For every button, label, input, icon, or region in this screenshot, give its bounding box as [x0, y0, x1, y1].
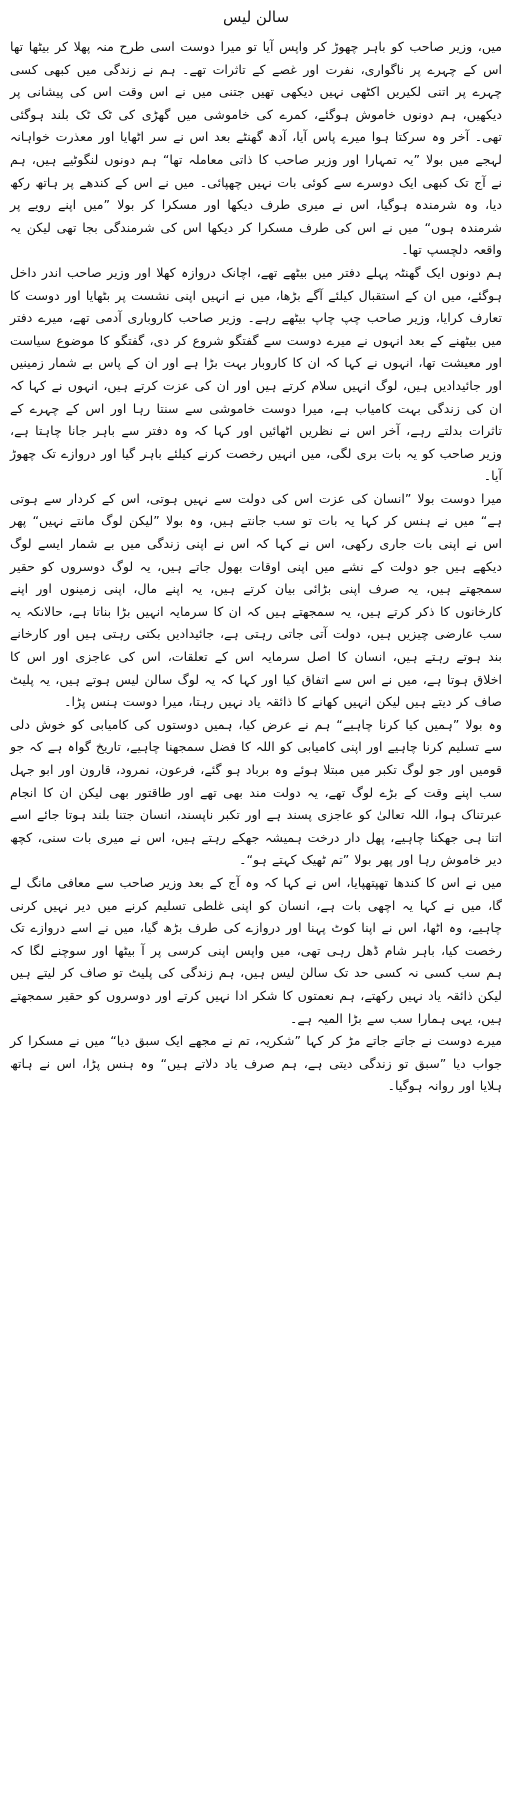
paragraph: وہ بولا ”ہمیں کیا کرنا چاہیے“ ہم نے عرض کیا، ہمیں دوستوں کی کامیابی کو خوش دلی سے تسلیم کرنا چاہیے اور اپنی کامیابی کو اللہ کا فضل سمجھنا چاہیے، تاریخ گواہ ہے کہ جو قومیں اور جو لوگ تکبر میں مبتلا ہوئے وہ برباد ہو گئے، فرعون، نمرود، قارون اور ابو جہل سب اپنے وقت کے بڑے لوگ تھے، یہ دولت مند بھی تھے اور طاقتور بھی لیکن ان کا انجام عبرتناک ہوا، اللہ تعالیٰ کو عاجزی پسند ہے اور تکبر ناپسند، انسان جتنا بلند ہوتا جائے اسے اتنا ہی جھکنا چاہیے، پھل دار درخت ہمیشہ جھکے رہتے ہیں، اس نے میری بات سنی، کچھ دیر خاموش رہا اور پھر بولا ”تم ٹھیک کہتے ہو“۔ — [10, 716, 502, 868]
article-body — [10, 36, 502, 1098]
article-title: سالن لیس — [222, 8, 290, 26]
paragraph: میں، وزیر صاحب کو باہر چھوڑ کر واپس آیا تو میرا دوست اسی طرح منہ پھلا کر بیٹھا تھا اس کے چہرے پر ناگواری، نفرت اور غصے کے تاثرات تھے۔ ہم نے زندگی میں کبھی کسی چہرے پر اتنی لکیریں اکٹھی نہیں دیکھی تھیں جتنی میں نے اس وقت اس کی پیشانی پر دیکھیں، ہم دونوں خاموش ہوگئے، کمرے کی خاموشی میں گھڑی کی ٹک ٹک بلند ہوگئی تھی۔ آخر وہ سرکتا ہوا میرے پاس آیا، آدھ گھنٹے بعد اس نے سر اٹھایا اور معذرت خواہانہ لہجے میں بولا ”یہ تمہارا اور وزیر صاحب کا ذاتی معاملہ تھا“ ہم دونوں لنگوٹیے ہیں، ہم نے آج تک کبھی ایک دوسرے سے کوئی بات نہیں چھپائی۔ میں نے اس کے کندھے پر ہاتھ رکھ دیا، وہ شرمندہ ہوگیا، اس نے میری طرف دیکھا اور مسکرا کر بولا ”میں اپنے رویے پر شرمندہ ہوں“ میں نے اس کی طرف مسکرا کر دیکھا اس کی شرمندگی بجا تھی لیکن یہ واقعہ دلچسپ تھا۔ — [10, 39, 502, 258]
paragraph: میں نے اس کا کندھا تھپتھپایا، اس نے کہا کہ وہ آج کے بعد وزیر صاحب سے معافی مانگ لے گا، میں نے کہا یہ اچھی بات ہے، انسان کو اپنی غلطی تسلیم کرنے میں دیر نہیں کرنی چاہیے، وہ اٹھا، اس نے اپنا کوٹ پہنا اور دروازے کی طرف بڑھ گیا، میں نے اسے دروازے تک رخصت کیا، باہر شام ڈھل رہی تھی، میں واپس اپنی کرسی پر آ بیٹھا اور سوچنے لگا کہ ہم سب کسی نہ کسی حد تک سالن لیس ہیں، ہم زندگی کی پلیٹ تو صاف کر لیتے ہیں لیکن ذائقہ یاد نہیں رکھتے، ہم نعمتوں کا شکر ادا نہیں کرتے اور دوسروں کو حقیر سمجھتے ہیں، یہی ہمارا سب سے بڑا المیہ ہے۔ — [10, 874, 502, 1026]
paragraph: میرا دوست بولا ”انسان کی عزت اس کی دولت سے نہیں ہوتی، اس کے کردار سے ہوتی ہے“ میں نے ہنس کر کہا یہ بات تو سب جانتے ہیں، وہ بولا ”لیکن لوگ مانتے نہیں“ پھر اس نے اپنی بات جاری رکھی، اس نے کہا کہ اس نے اپنی زندگی میں بے شمار ایسے لوگ دیکھے ہیں جو دولت کے نشے میں اپنی اوقات بھول جاتے ہیں، یہ لوگ دوسروں کو حقیر سمجھتے ہیں، یہ صرف اپنی بڑائی بیان کرتے ہیں، یہ اپنے مال، اپنی زمینوں اور اپنے کارخانوں کا ذکر کرتے ہیں، یہ سمجھتے ہیں کہ ان کا سرمایہ انہیں بڑا بناتا ہے، حالانکہ یہ سب عارضی چیزیں ہیں، دولت آتی جاتی رہتی ہے، جائیدادیں بکتی رہتی ہیں اور کارخانے بند ہوتے رہتے ہیں، انسان کا اصل سرمایہ اس کے تعلقات، اس کی عاجزی اور اس کا اخلاق ہوتا ہے، میں نے اس سے اتفاق کیا اور کہا کہ یہ لوگ سالن لیس ہوتے ہیں، یہ پلیٹ صاف کر دیتے ہیں لیکن انہیں کھانے کا ذائقہ یاد نہیں رہتا، میرا دوست ہنس پڑا۔ — [10, 490, 502, 710]
paragraph: میرے دوست نے جاتے جاتے مڑ کر کہا ”شکریہ، تم نے مجھے ایک سبق دیا“ میں نے مسکرا کر جواب دیا ”سبق تو زندگی دیتی ہے، ہم صرف یاد دلاتے ہیں“ وہ ہنس پڑا، اس نے ہاتھ ہلایا اور روانہ ہوگیا۔ — [10, 1033, 502, 1094]
paragraph: ہم دونوں ایک گھنٹہ پہلے دفتر میں بیٹھے تھے، اچانک دروازہ کھلا اور وزیر صاحب اندر داخل ہوگئے، میں ان کے استقبال کیلئے آگے بڑھا، میں نے انہیں اپنی نشست پر بٹھایا اور دوست کا تعارف کرایا، وزیر صاحب چپ چاپ بیٹھے رہے۔ وزیر صاحب کاروباری آدمی تھے، میرے دفتر میں بیٹھنے کے بعد انہوں نے میرے دوست سے گفتگو شروع کر دی، گفتگو کا موضوع سیاست اور معیشت تھا، انہوں نے کہا کہ ان کا کاروبار بہت بڑا ہے اور ان کے پاس بے شمار زمینیں اور جائیدادیں ہیں، لوگ انہیں سلام کرتے ہیں اور ان کی عزت کرتے ہیں، انہوں نے کہا کہ ان کی زندگی بہت کامیاب ہے، میرا دوست خاموشی سے سنتا رہا اور اس کے چہرے کے تاثرات بدلتے رہے، آخر اس نے نظریں اٹھائیں اور کہا کہ وہ دفتر سے باہر جانا چاہتا ہے، وزیر صاحب کو یہ بات بری لگی، میں انہیں رخصت کرنے کیلئے باہر گیا اور دروازے تک چھوڑ آیا۔ — [10, 264, 502, 484]
